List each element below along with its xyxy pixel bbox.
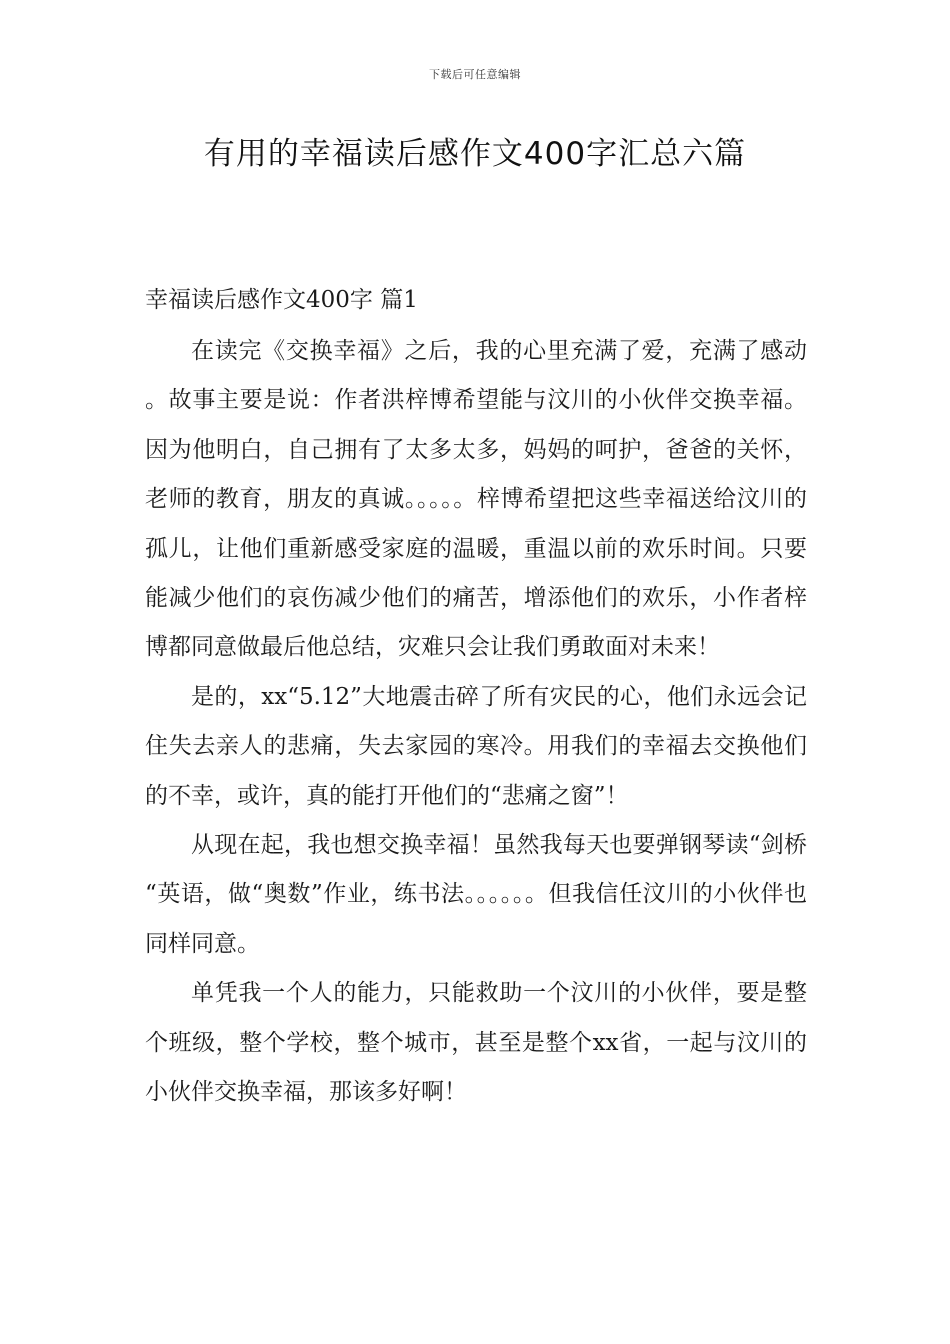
paragraph-4: 单凭我一个人的能力，只能救助一个汶川的小伙伴，要是整个班级，整个学校，整个城市，甚至是整个xx省，一起与汶川的小伙伴交换幸福，那该多好啊！ [145,980,807,1106]
document-body [145,278,807,1118]
paragraph-3: 从现在起，我也想交换幸福！虽然我每天也要弹钢琴读“剑桥“英语，做“奥数”作业，练书法。。。。。。但我信任汶川的小伙伴也同样同意。 [145,832,807,957]
document-title: 有用的幸福读后感作文400字汇总六篇 [203,136,747,172]
section-heading: 幸福读后感作文400字 篇1 [145,287,418,313]
header-note: 下载后可任意编辑 [429,68,521,81]
paragraph-1: 在读完《交换幸福》之后，我的心里充满了爱，充满了感动。故事主要是说：作者洪梓博希望能与汶川的小伙伴交换幸福。因为他明白，自己拥有了太多太多，妈妈的呵护，爸爸的关怀，老师的教育，朋友的真诚。。。。。梓博希望把这些幸福送给汶川的孤儿，让他们重新感受家庭的温暖，重温以前的欢乐时间。只要能减少他们的哀伤减少他们的痛苦，增添他们的欢乐，小作者梓博都同意做最后他总结，灾难只会让我们勇敢面对未来！ [145,338,807,661]
paragraph-2: 是的，xx“5.12”大地震击碎了所有灾民的心，他们永远会记住失去亲人的悲痛，失去家园的寒冷。用我们的幸福去交换他们的不幸，或许，真的能打开他们的“悲痛之窗”！ [145,683,807,809]
